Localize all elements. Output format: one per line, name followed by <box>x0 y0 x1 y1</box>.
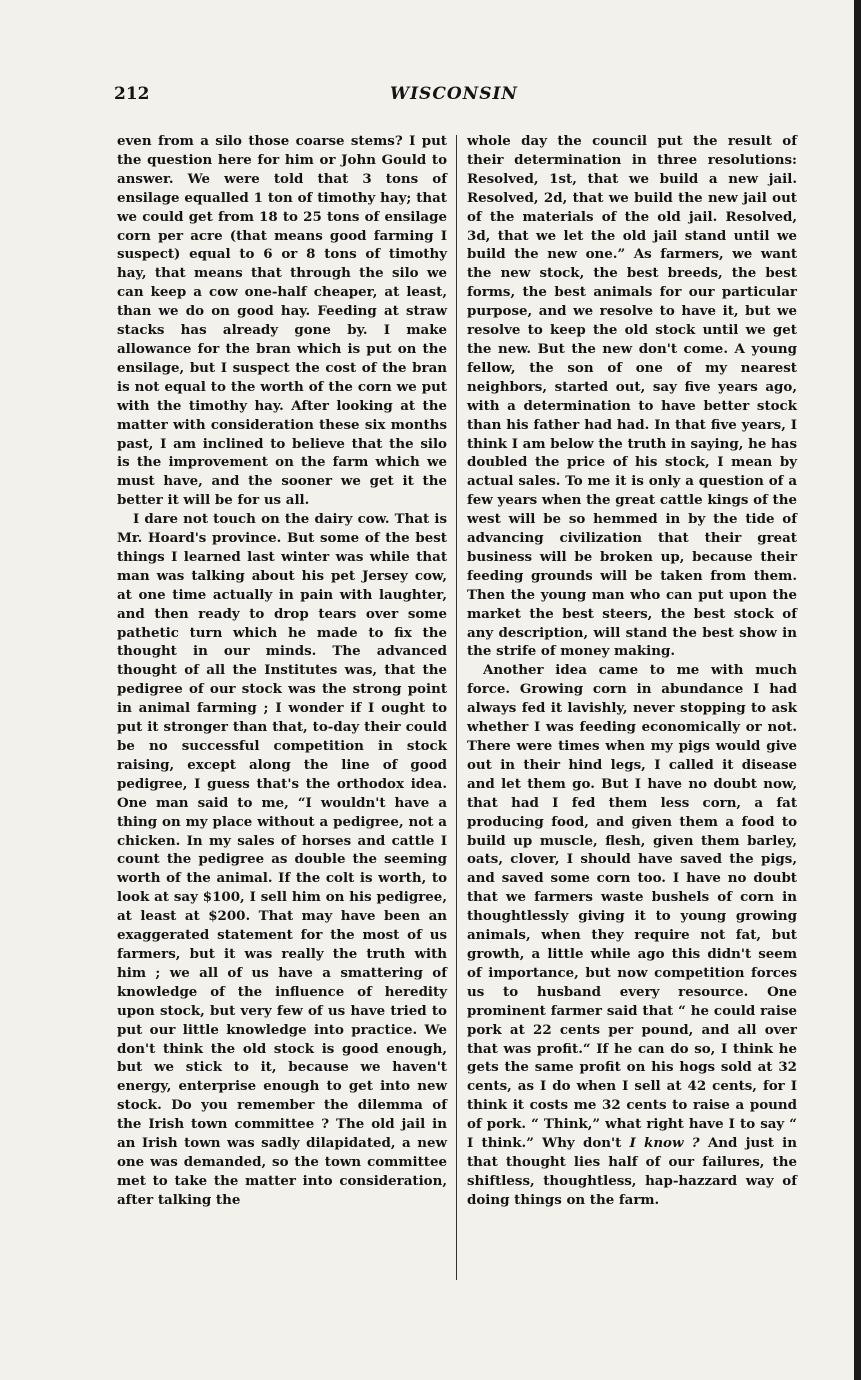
paragraph: even from a silo those coarse stems? I put the question here for him or John Gould to answer. We were told that 3 tons of ensilage equalled 1 ton of timothy hay; that we could get from 18 to 25 tons of ensilage corn per acre (that means good farming I suspect) equal to 6 or 8 tons of timothy hay, that means that through the silo we can keep a cow one-half cheaper, at least, than we do on good hay. Feeding at straw stacks has already gone by. I make allowance for the bran which is put on the ensilage, but I suspect the cost of the bran is not equal to the worth of the corn we put with the timothy hay. After looking at the matter with consideration these six months past, I am inclined to believe that the silo is the improvement on the farm which we must have, and the sooner we get it the better it will be for us all. <box>117 133 447 509</box>
paragraph <box>467 661 797 1209</box>
column-divider <box>456 135 457 1280</box>
paragraph: whole day the council put the result of their determination in three resolutions: Resolved, 1st, that we build a new jail. Resolved, 2d, that we build the new jail out of the materials of the old jail. Resolved, 3d, that we let the old jail stand until we build the new one.” As farmers, we want the new stock, the best breeds, the best forms, the best animals for our particular purpose, and we resolve to have it, but we resolve to keep the old stock until we get the new. But the new don't come. A young fellow, the son of one of my nearest neighbors, started out, say five years ago, with a determination to have better stock than his father had had. In that five years, I think I am below the truth in saying, he has doubled the price of his stock, I mean by actual sales. To me it is only a question of a few years when the great cattle kings of the west will be so hemmed in by the tide of advancing civilization that their great business will be broken up, because their feeding grounds will be taken from them. Then the young man who can put upon the market the best steers, the best stock of any description, will stand the best show in the strife of money making. <box>467 133 797 660</box>
paragraph-text: Another idea came to me with much force. Growing corn in abundance I had always fed it lavishly, never stopping to ask whether I was feeding economically or not. There were times when my pigs would give out in their hind legs, I called it disease and let them go. But I have no doubt now, that had I fed them less corn, a fat producing food, and given them a food to build up muscle, flesh, given them barley, oats, clover, I should have saved the pigs, and saved some corn too. I have no doubt that we farmers waste bushels of corn in thoughtlessly giving it to young growing animals, when they require not fat, but growth, a little while ago this didn't seem of importance, but now competition forces us to husband every resource. One prominent farmer said that “ he could raise pork at 22 cents per pound, and all over that was profit.“ If he can do so, I think he gets the same profit on his hogs sold at 32 cents, as I do when I sell at 42 cents, for I think it costs me 32 cents to raise a pound of pork. “ Think,” what right have I to say “ I think.” Why don't <box>467 662 797 1152</box>
page-number: 212 <box>114 84 150 104</box>
page-edge <box>854 0 861 1380</box>
left-column <box>117 132 447 1210</box>
right-column <box>467 132 797 1210</box>
paragraph-text: And just in that thought lies half of our failures, the shiftless, thoughtless, hap-hazzard way of doing things on the farm. <box>467 1135 797 1208</box>
italic-text: I know ? <box>629 1135 700 1152</box>
running-head: WISCONSIN <box>390 84 518 104</box>
paragraph: I dare not touch on the dairy cow. That is Mr. Hoard's province. But some of the best things I learned last winter was while that man was talking about his pet Jersey cow, at one time actually in pain with laughter, and then ready to drop tears over some pathetic turn which he made to fix the thought in our minds. The advanced thought of all the Institutes was, that the pedigree of our stock was the strong point in animal farming ; I wonder if I ought to put it stronger than that, to-day their could be no successful competition in stock raising, except along the line of good pedigree, I guess that's the orthodox idea. One man said to me, “I wouldn't have a thing on my place without a pedigree, not a chicken. In my sales of horses and cattle I count the pedigree as double the seeming worth of the animal. If the colt is worth, to look at say $100, I sell him on his pedigree, at least at $200. That may have been an exaggerated statement for the most of us farmers, but it was really the truth with him ; we all of us have a smattering of knowledge of the influence of heredity upon stock, but very few of us have tried to put our little knowledge into practice. We don't think the old stock is good enough, but we stick to it, because we haven't energy, enterprise enough to get into new stock. Do you remember the dilemma of the Irish town committee ? The old jail in an Irish town was sadly dilapidated, a new one was demanded, so the town committee met to take the matter into consideration, after talking the <box>117 511 447 1208</box>
